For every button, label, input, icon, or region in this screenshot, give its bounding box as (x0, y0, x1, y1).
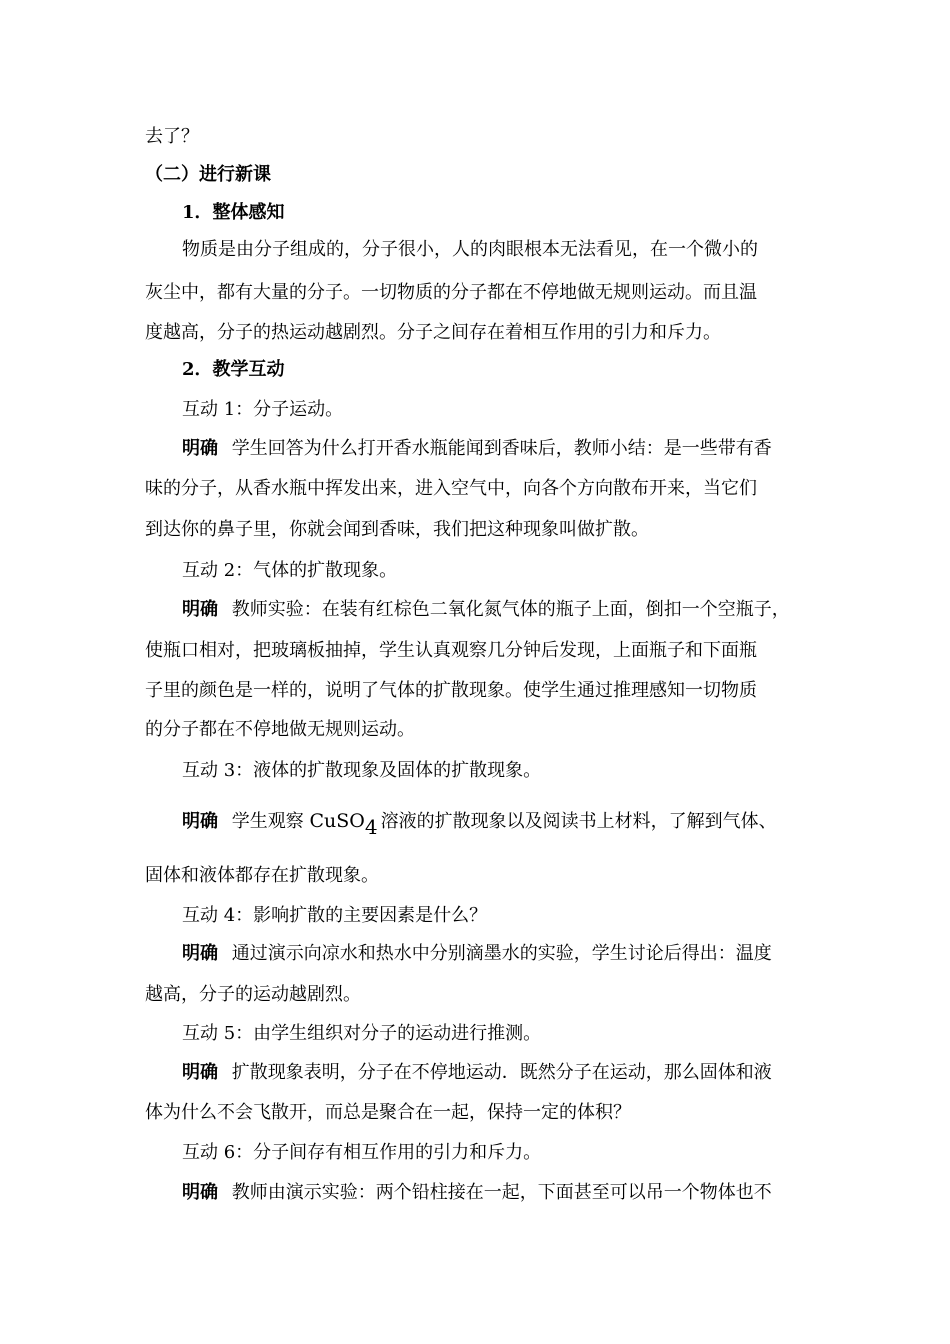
text: 灰尘中，都有大量的分子。一切物质的分子都在不停地做无规则运动。而且温 (145, 282, 757, 303)
text: 物质是由分子组成的，分子很小，人的肉眼根本无法看见，在一个微小的 (182, 239, 758, 260)
interaction-heading (0, 560, 950, 582)
paragraph-line (0, 1182, 950, 1204)
text: 互动 4：影响扩散的主要因素是什么？ (182, 905, 488, 926)
interaction-heading (0, 760, 950, 782)
label-mingque: 明确 (182, 438, 218, 459)
paragraph-line (0, 322, 950, 344)
label-mingque: 明确 (182, 943, 218, 964)
text: 扩散现象表明，分子在不停地运动．既然分子在运动，那么固体和液 (231, 1062, 772, 1083)
text: 溶液的扩散现象以及阅读书上材料，了解到气体、 (380, 811, 777, 832)
paragraph-line (0, 519, 950, 541)
text: 子里的颜色是一样的，说明了气体的扩散现象。使学生通过推理感知一切物质 (145, 680, 757, 701)
paragraph-line (0, 943, 950, 965)
paragraph-line (0, 680, 950, 702)
interaction-heading (0, 1023, 950, 1045)
text: 教师实验：在装有红棕色二氧化氮气体的瓶子上面，倒扣一个空瓶子， (231, 599, 790, 620)
text: 通过演示向凉水和热水中分别滴墨水的实验，学生讨论后得出：温度 (231, 943, 772, 964)
paragraph-line (0, 719, 950, 741)
text: 味的分子，从香水瓶中挥发出来，进入空气中，向各个方向散布开来，当它们 (145, 478, 757, 499)
text: 使瓶口相对，把玻璃板抽掉，学生认真观察几分钟后发现，上面瓶子和下面瓶 (145, 640, 757, 661)
text: 互动 6：分子间存有相互作用的引力和斥力。 (182, 1142, 542, 1163)
paragraph-line (0, 239, 950, 261)
label-mingque: 明确 (182, 811, 218, 832)
text: 去了？ (145, 126, 199, 147)
label-mingque: 明确 (182, 599, 218, 620)
interaction-heading (0, 905, 950, 927)
paragraph-line (0, 478, 950, 500)
text: 教师由演示实验：两个铅柱接在一起，下面甚至可以吊一个物体也不 (231, 1182, 772, 1203)
paragraph-line (0, 126, 950, 148)
heading-text: 2．教学互动 (182, 359, 285, 380)
paragraph-line (0, 282, 950, 304)
paragraph-line (0, 1062, 950, 1084)
paragraph-line (0, 810, 950, 839)
paragraph-line (0, 984, 950, 1006)
subsection-heading (0, 359, 950, 381)
interaction-heading (0, 1142, 950, 1164)
label-mingque: 明确 (182, 1062, 218, 1083)
heading-text: 1．整体感知 (182, 202, 285, 223)
text: 互动 3：液体的扩散现象及固体的扩散现象。 (182, 760, 542, 781)
text: 越高，分子的运动越剧烈。 (145, 984, 361, 1005)
text: 互动 1：分子运动。 (182, 399, 344, 420)
paragraph-line (0, 865, 950, 887)
paragraph-line (0, 640, 950, 662)
interaction-heading (0, 399, 950, 421)
text: 固体和液体都存在扩散现象。 (145, 865, 379, 886)
formula-cuso: CuSO (309, 810, 365, 832)
paragraph-line (0, 1102, 950, 1124)
text: 到达你的鼻子里，你就会闻到香味，我们把这种现象叫做扩散。 (145, 519, 649, 540)
section-heading (0, 164, 950, 186)
paragraph-line (0, 599, 950, 621)
text: 学生回答为什么打开香水瓶能闻到香味后，教师小结：是一些带有香 (231, 438, 772, 459)
heading-text: （二）进行新课 (145, 164, 271, 185)
subsection-heading (0, 202, 950, 224)
text: 度越高，分子的热运动越剧烈。分子之间存在着相互作用的引力和斥力。 (145, 322, 721, 343)
text: 互动 2：气体的扩散现象。 (182, 560, 398, 581)
label-mingque: 明确 (182, 1182, 218, 1203)
text: 学生观察 (231, 811, 310, 832)
formula-subscript: 4 (364, 815, 378, 839)
text: 互动 5：由学生组织对分子的运动进行推测。 (182, 1023, 542, 1044)
text: 的分子都在不停地做无规则运动。 (145, 719, 415, 740)
paragraph-line (0, 438, 950, 460)
text: 体为什么不会飞散开，而总是聚合在一起，保持一定的体积？ (145, 1102, 631, 1123)
